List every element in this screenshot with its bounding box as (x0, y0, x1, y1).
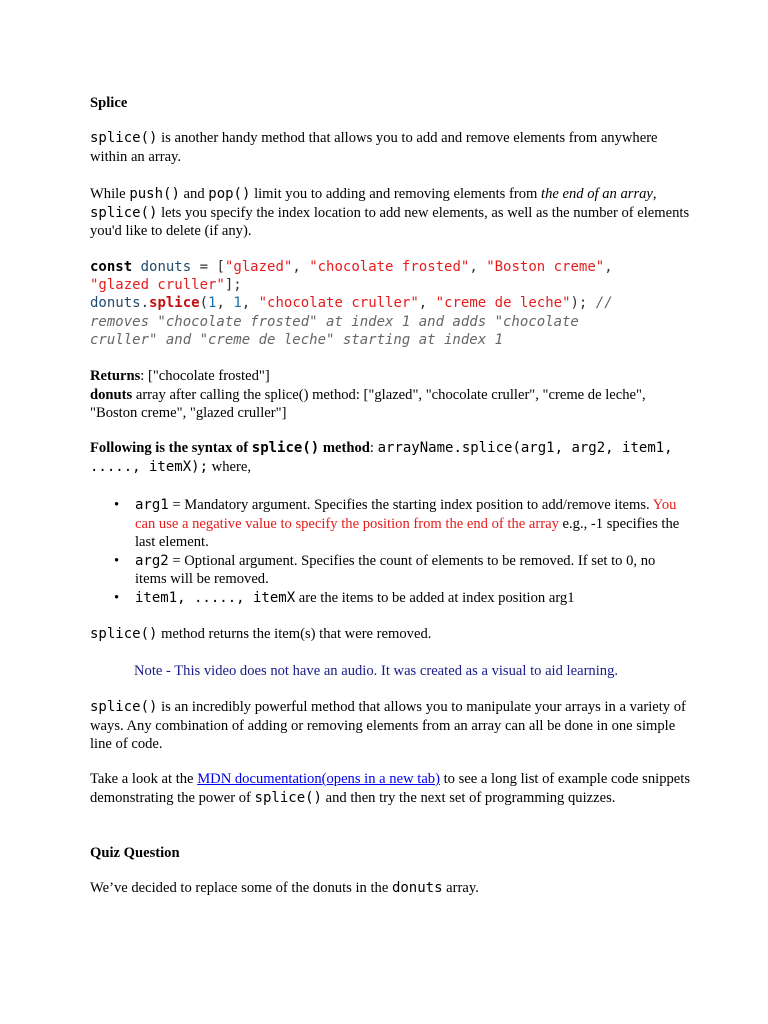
while-paragraph: While push() and pop() limit you to adding and removing elements from the end of an array, splice() lets you specify the index location to add new elements, as well as the number of elements you'd like to delete (if any). (90, 186, 690, 239)
returns-line: splice() method returns the item(s) that were removed. (90, 626, 432, 642)
inline-code: splice() (90, 204, 158, 221)
argument-list (90, 496, 690, 607)
syntax-paragraph: Following is the syntax of splice() method: arrayName.splice(arg1, arg2, item1, ....., itemX); where, (90, 440, 673, 475)
powerful-paragraph: splice() is an incredibly powerful method that allows you to manipulate your arrays in a variety of ways. Any combination of adding or removing elements from an array can all be done in one simple line of code. (90, 699, 686, 752)
quiz-heading: Quiz Question (90, 845, 180, 861)
list-item: • item1, ....., itemX are the items to be added at index position arg1 (114, 589, 575, 606)
inline-code: push() (129, 186, 180, 202)
bullet-icon: • (114, 552, 120, 569)
code-block: const donuts = ["glazed", "chocolate frosted", "Boston creme", "glazed cruller"]; donuts.splice(1, 1, "chocolate cruller", "creme de leche"); // removes "chocolate frosted" at index 1 and adds "chocolate cruller" and "creme de leche" starting at index 1 (90, 259, 613, 348)
bullet-icon: • (114, 497, 120, 513)
inline-code: donuts (391, 880, 443, 896)
mdn-paragraph: Take a look at the MDN documentation(opens in a new tab) to see a long list of example code snippets demonstrating the power of splice() and then try the next set of programming quizzes. (90, 771, 691, 806)
list-item: • arg2 = Optional argument. Specifies the count of elements to be removed. If set to 0, no items will be removed. (114, 552, 656, 587)
inline-code: pop() (208, 186, 251, 202)
quiz-text: We’ve decided to replace some of the donuts in the donuts array. (90, 880, 479, 896)
syntax-code: arrayName.splice(arg1, arg2, item1, ....., itemX); (90, 440, 673, 475)
returns-block: Returns: ["chocolate frosted"] donuts array after calling the splice() method: ["glazed", "chocolate cruller", "creme de leche", "Boston creme", "glazed cruller"] (90, 368, 646, 421)
inline-code: splice() (90, 130, 158, 146)
video-note: Note - This video does not have an audio. It was created as a visual to aid learning. (134, 663, 619, 679)
list-item: • arg1 = Mandatory argument. Specifies the starting index position to add/remove items. You can use a negative value to specify the position from the end of the array e.g., -1 specifies the last element. (114, 497, 680, 550)
mdn-documentation-link[interactable]: MDN documentation(opens in a new tab) (197, 771, 440, 787)
inline-code: splice() (90, 626, 158, 642)
inline-code: splice() (254, 789, 322, 806)
intro-paragraph: splice() is another handy method that allows you to add and remove elements from anywhere within an array. (90, 130, 658, 165)
heading-splice: Splice (90, 95, 128, 111)
inline-code: splice() (90, 699, 158, 715)
bullet-icon: • (114, 589, 120, 606)
